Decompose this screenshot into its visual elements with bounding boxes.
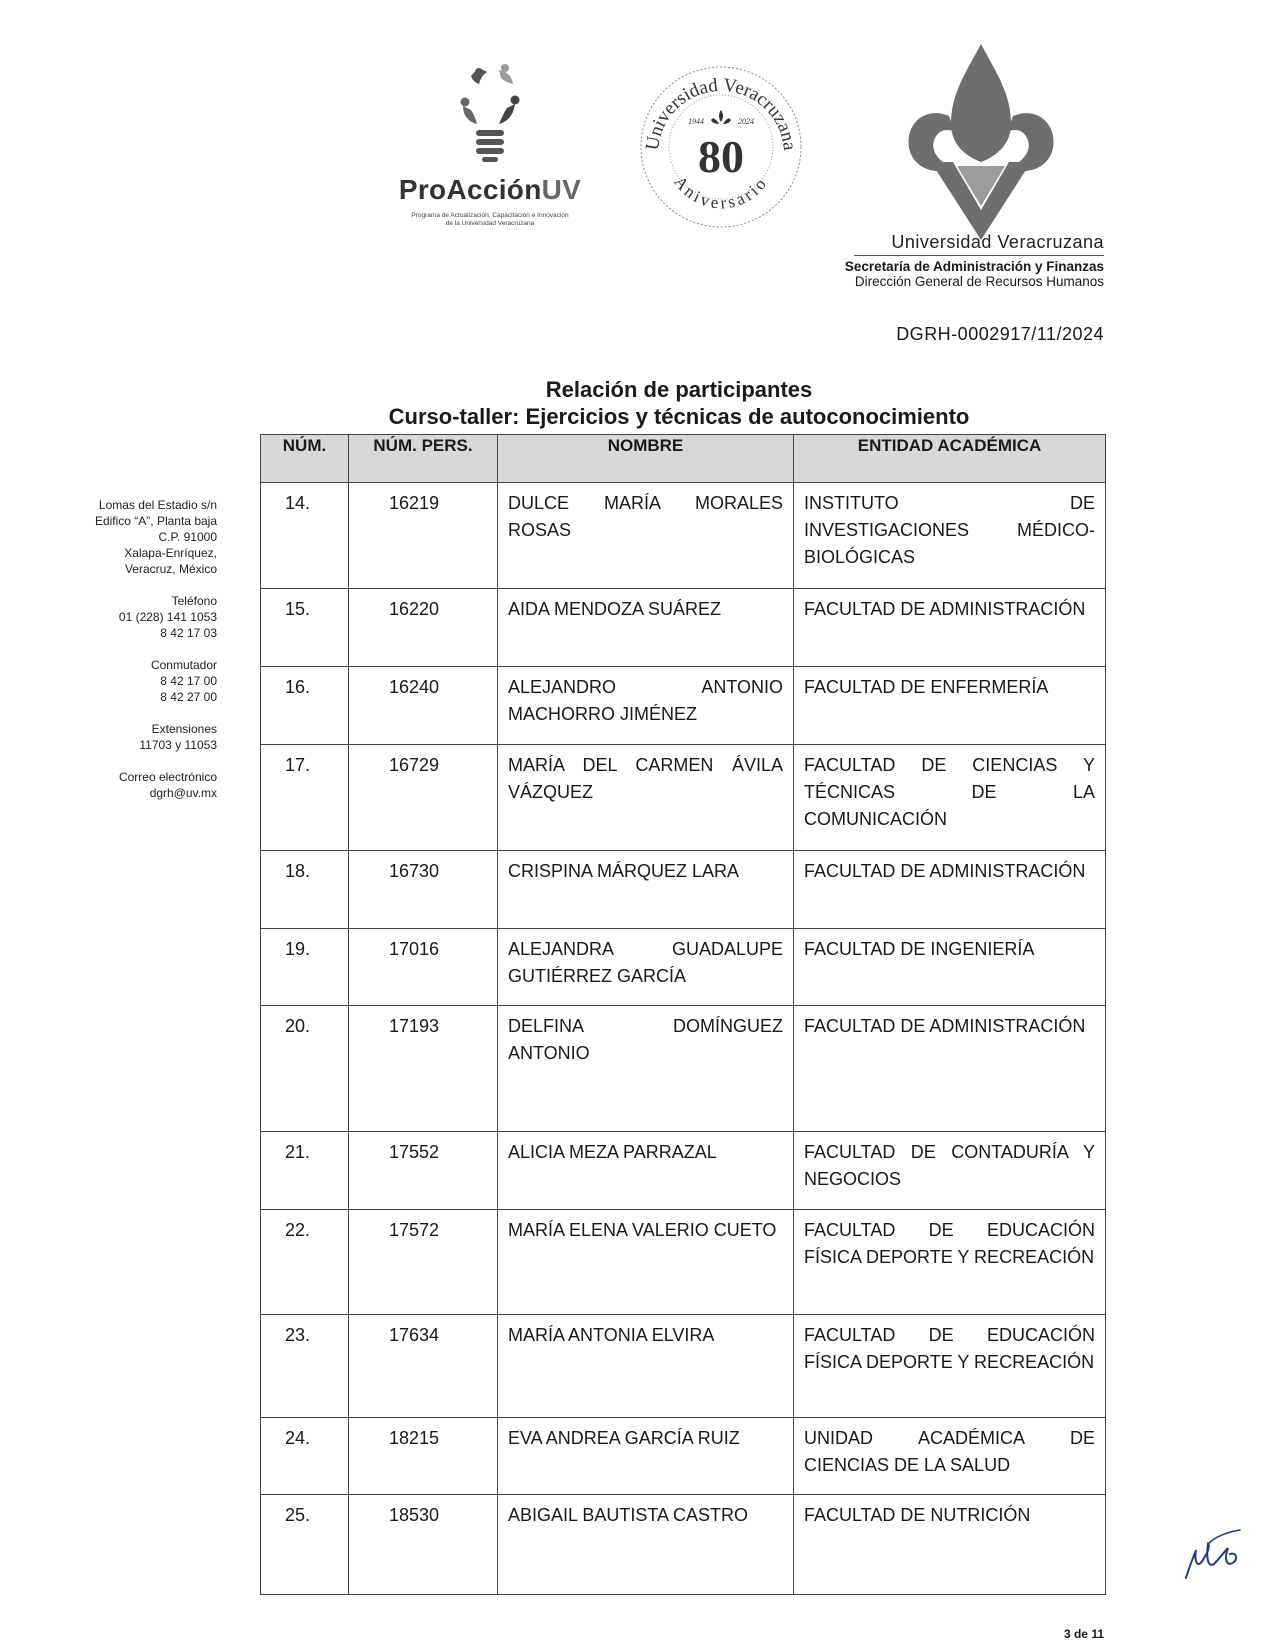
row-entity: FACULTAD DE EDUCACIÓN FÍSICA DEPORTE Y RECREACIÓN — [794, 1210, 1106, 1315]
row-pers: 18215 — [349, 1418, 498, 1495]
row-entity: INSTITUTO DE INVESTIGACIONES MÉDICO-BIOLÓGICAS — [794, 483, 1106, 589]
row-pers: 16240 — [349, 667, 498, 745]
row-pers: 17016 — [349, 929, 498, 1006]
proaccion-tagline: Programa de Actualización, Capacitación e Innovación de la Universidad Veracruzana — [411, 212, 569, 227]
uv-fleur-de-lis-logo — [905, 44, 1057, 240]
row-num: 20. — [261, 1006, 349, 1132]
row-pers: 16730 — [349, 851, 498, 929]
table-row — [261, 1495, 1106, 1595]
seal-year-start: 1944 — [688, 117, 704, 126]
header-entidad: ENTIDAD ACADÉMICA — [794, 435, 1106, 483]
row-num: 14. — [261, 483, 349, 589]
row-num: 23. — [261, 1315, 349, 1418]
row-entity: FACULTAD DE ADMINISTRACIÓN — [794, 589, 1106, 667]
row-pers: 16729 — [349, 745, 498, 851]
row-pers: 17634 — [349, 1315, 498, 1418]
row-num: 17. — [261, 745, 349, 851]
proaccion-logo — [380, 62, 600, 242]
row-pers: 16219 — [349, 483, 498, 589]
row-entity: FACULTAD DE ADMINISTRACIÓN — [794, 851, 1106, 929]
row-name: AIDA MENDOZA SUÁREZ — [498, 589, 794, 667]
table-row — [261, 929, 1106, 1006]
row-num: 22. — [261, 1210, 349, 1315]
switchboard-block: Conmutador 8 42 17 00 8 42 27 00 — [150, 658, 217, 704]
table-row — [261, 667, 1106, 745]
table-row — [261, 1315, 1106, 1418]
title-line-2: Curso-taller: Ejercicios y técnicas de autoconocimiento — [388, 404, 970, 429]
header-nombre: NOMBRE — [498, 435, 794, 483]
address-block: Lomas del Estadio s/n Edifico “A”, Planta baja C.P. 91000 Xalapa-Enríquez, Veracruz, México — [94, 498, 217, 576]
row-num: 21. — [261, 1132, 349, 1210]
document-title — [250, 376, 1108, 430]
contact-sidebar — [60, 497, 217, 817]
fleur-de-lis-icon — [711, 110, 731, 124]
row-name: ALICIA MEZA PARRAZAL — [498, 1132, 794, 1210]
row-entity: FACULTAD DE CIENCIAS Y TÉCNICAS DE LA COMUNICACIÓN — [794, 745, 1106, 851]
anniversary-seal — [638, 64, 804, 230]
seal-year-end: 2024 — [738, 117, 754, 126]
page-number: 3 de 11 — [1063, 1627, 1104, 1641]
table-header-row — [261, 435, 1106, 483]
row-entity: UNIDAD ACADÉMICA DE CIENCIAS DE LA SALUD — [794, 1418, 1106, 1495]
table-row — [261, 1210, 1106, 1315]
row-pers: 16220 — [349, 589, 498, 667]
lightbulb-people-icon — [455, 62, 525, 172]
phone-block: Teléfono 01 (228) 141 1053 8 42 17 03 — [118, 594, 217, 640]
row-num: 15. — [261, 589, 349, 667]
handwritten-initials — [1178, 1528, 1248, 1588]
row-name: ABIGAIL BAUTISTA CASTRO — [498, 1495, 794, 1595]
row-name: MARÍA DEL CARMEN ÁVILA VÁZQUEZ — [498, 745, 794, 851]
row-pers: 18530 — [349, 1495, 498, 1595]
extensions-block: Extensiones 11703 y 11053 — [139, 722, 217, 752]
row-entity: FACULTAD DE ADMINISTRACIÓN — [794, 1006, 1106, 1132]
seal-arc-top-text: Universidad Veracruzana — [641, 74, 800, 152]
row-name: MARÍA ELENA VALERIO CUETO — [498, 1210, 794, 1315]
row-entity: FACULTAD DE EDUCACIÓN FÍSICA DEPORTE Y RECREACIÓN — [794, 1315, 1106, 1418]
row-entity: FACULTAD DE INGENIERÍA — [794, 929, 1106, 1006]
row-entity: FACULTAD DE CONTADURÍA Y NEGOCIOS — [794, 1132, 1106, 1210]
row-num: 18. — [261, 851, 349, 929]
row-num: 25. — [261, 1495, 349, 1595]
institution-name: Universidad Veracruzana — [854, 232, 1104, 256]
row-name: DELFINA DOMÍNGUEZ ANTONIO — [498, 1006, 794, 1132]
secretaria-name: Secretaría de Administración y Finanzas — [844, 259, 1104, 274]
table-row — [261, 745, 1106, 851]
row-name: EVA ANDREA GARCÍA RUIZ — [498, 1418, 794, 1495]
header-num: NÚM. — [261, 435, 349, 483]
row-name: ALEJANDRO ANTONIO MACHORRO JIMÉNEZ — [498, 667, 794, 745]
row-name: ALEJANDRA GUADALUPE GUTIÉRREZ GARCÍA — [498, 929, 794, 1006]
table-row — [261, 1418, 1106, 1495]
seal-arc-bottom-text: Aniversario — [670, 172, 772, 213]
row-entity: FACULTAD DE ENFERMERÍA — [794, 667, 1106, 745]
table-row — [261, 1132, 1106, 1210]
title-line-1: Relación de participantes — [545, 377, 813, 402]
seal-number: 80 — [698, 131, 744, 182]
row-entity: FACULTAD DE NUTRICIÓN — [794, 1495, 1106, 1595]
institution-block — [684, 232, 1104, 289]
proaccion-wordmark: ProAcciónUV — [398, 174, 582, 205]
participants-table — [260, 434, 1106, 1595]
email-block: Correo electrónico dgrh@uv.mx — [118, 770, 217, 800]
row-name: MARÍA ANTONIA ELVIRA — [498, 1315, 794, 1418]
document-folio: DGRH-0002917/11/2024 — [896, 324, 1104, 344]
table-row — [261, 851, 1106, 929]
row-name: DULCE MARÍA MORALES ROSAS — [498, 483, 794, 589]
row-num: 24. — [261, 1418, 349, 1495]
header-num-pers: NÚM. PERS. — [349, 435, 498, 483]
table-row — [261, 483, 1106, 589]
row-pers: 17552 — [349, 1132, 498, 1210]
row-name: CRISPINA MÁRQUEZ LARA — [498, 851, 794, 929]
direccion-name: Dirección General de Recursos Humanos — [854, 274, 1104, 289]
row-pers: 17572 — [349, 1210, 498, 1315]
row-num: 19. — [261, 929, 349, 1006]
row-num: 16. — [261, 667, 349, 745]
row-pers: 17193 — [349, 1006, 498, 1132]
table-row — [261, 589, 1106, 667]
table-row — [261, 1006, 1106, 1132]
